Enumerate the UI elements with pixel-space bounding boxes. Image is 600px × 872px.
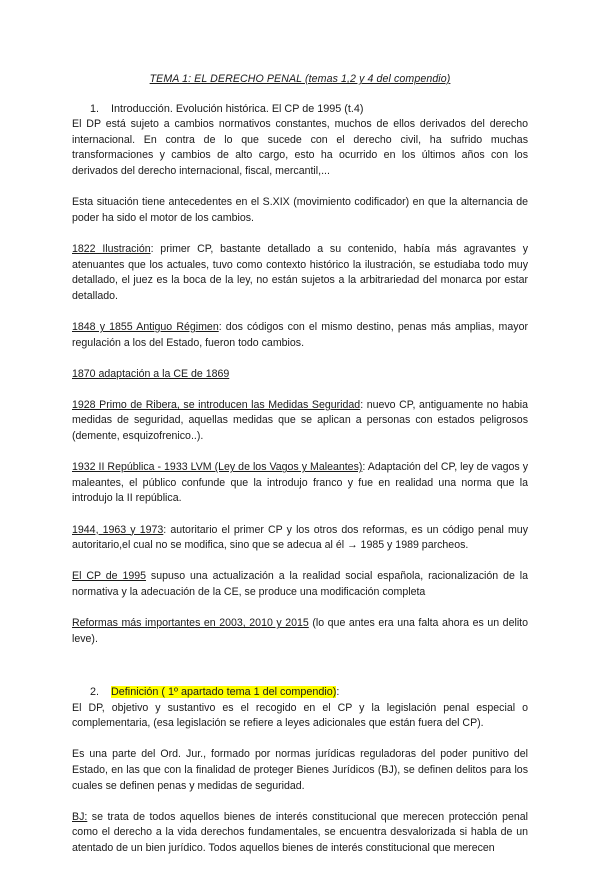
paragraph-cp-1995 [72,569,528,600]
paragraph-text: : Adaptación del CP, ley de vagos y maleantes, el público confunde que la introdujo franco y fue en realidad una norma que la introdujo la II república. [72,461,529,505]
paragraph-lead: 1870 adaptación a la CE de 1869 [72,367,230,380]
paragraph-lead: El CP de 1995 [72,570,147,583]
paragraph-text: El DP está sujeto a cambios normativos constantes, muchos de ellos derivados del derecho internacional. En contra de lo que sucede con el derecho civil, ha sufrido muchas transformaciones y cambios de alto cargo, esto ha ocurrido en los últimos años con los derivados del derecho internacional, fiscal, mercantil,... [72,118,528,177]
section-number: 2. [90,685,100,698]
paragraph-text: Es una parte del Ord. Jur., formado por normas jurídicas reguladoras del poder punitivo del Estado, en las que con la finalidad de proteger Bienes Jurídicos (BJ), se definen delitos para los cuales se definen penas y medidas de seguridad. [72,748,528,792]
paragraph [72,747,528,794]
paragraph-1822 [72,242,528,304]
paragraph-text: : nuevo CP, antiguamente no habia medidas de seguridad, aquellas medidas que se aplican a personas con estados peligrosos (demente, esquizofrenico..). [72,398,528,443]
paragraph-1932 [72,460,528,507]
paragraph-text: supuso una actualización a la realidad social española, racionalización de la normativa y la adecuación de la CE, se produce una modificación completa [72,570,529,598]
paragraph-lead: 1928 Primo de Ribera, se introducen las Medidas Seguridad [72,398,361,411]
paragraph [72,117,528,179]
section-title: Introducción. Evolución histórica. El CP de 1995 (t.4) [111,102,364,115]
paragraph-lead: 1848 y 1855 Antiguo Régimen [72,320,219,333]
paragraph-text: (lo que antes era una falta ahora es un delito leve). [72,617,529,645]
section-title-suffix: : [336,685,340,698]
document-page [72,72,528,872]
paragraph-1870 [72,367,528,383]
paragraph-lead: Reformas más importantes en 2003, 2010 y 2015 [72,617,309,630]
paragraph-lead: 1932 II República - 1933 LVM (Ley de los Vagos y Maleantes) [72,461,363,474]
paragraph-1848 [72,320,528,351]
paragraph-text: : primer CP, bastante detallado a su contenido, había más agravantes y atenuantes que los actuales, tuvo como contexto histórico la ilustración, se estudiaba todo muy detallado, el juez es la boca de la ley, no están sujetos a la arbitrariedad del monarca por estar detallado. [72,242,528,302]
document-title: TEMA 1: EL DERECHO PENAL (temas 1,2 y 4 del compendio) [149,73,451,85]
paragraph-lead: BJ: [72,810,88,823]
paragraph-text: Esta situación tiene antecedentes en el S.XIX (movimiento codificador) en que la alternancia de poder ha sido el motor de los cambios. [72,196,528,224]
section-1 [72,102,528,648]
paragraph-reformas [72,616,528,647]
paragraph-text: se trata de todos aquellos bienes de interés constitucional que merecen protección penal como el derecho a la vida derechos fundamentales, se encuentra desvalorizada si habla de un atentado de un bien jurídico. Todos aquellos bienes de interés constitucional que merecen [72,810,528,854]
section-2 [72,685,528,857]
paragraph-text: : autoritario el primer CP y los otros dos reformas, es un código penal muy autoritario,el cual no se modifica, sino que se adecua al él → 1985 y 1989 parcheos. [72,523,528,552]
paragraph-bj [72,810,528,857]
paragraph-1928 [72,398,528,445]
section-heading [72,102,528,118]
paragraph-lead: 1944, 1963 y 1973 [72,523,164,536]
section-spacer [72,663,528,685]
paragraph-lead: 1822 Ilustración [72,242,151,255]
section-title-highlighted: Definición ( 1º apartado tema 1 del compendio) [111,685,337,698]
section-number: 1. [90,102,100,115]
section-heading [72,685,528,701]
paragraph-text: El DP, objetivo y sustantivo es el recogido en el CP y la legislación penal especial o complementaria, (esa legislación se refiere a leyes adicionales que están fuera del CP). [72,701,528,730]
paragraph-text: : dos códigos con el mismo destino, penas más amplias, mayor regulación a los del Estado, fueron todo cambios. [72,320,528,349]
paragraph [72,701,528,732]
paragraph-1944 [72,523,528,554]
paragraph [72,195,528,226]
